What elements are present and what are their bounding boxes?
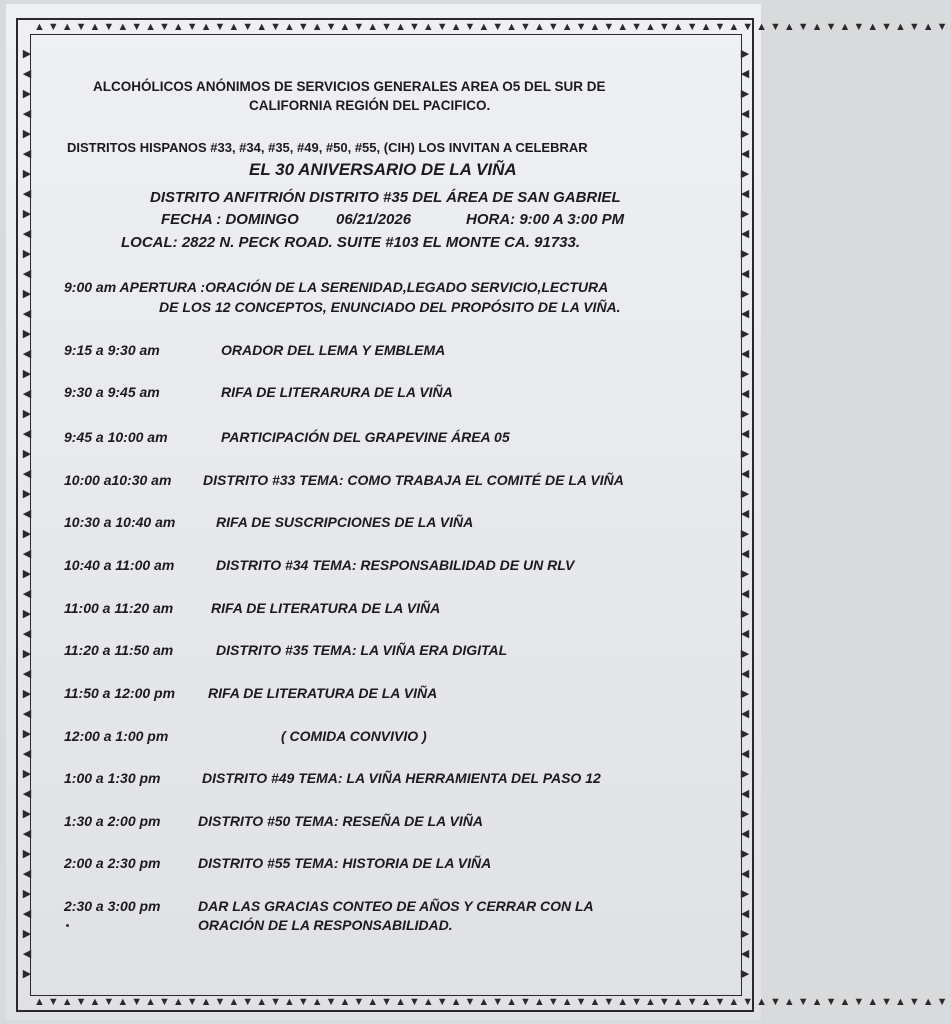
schedule-activity-continuation: ORACIÓN DE LA RESPONSABILIDAD. — [198, 917, 453, 933]
schedule-opening: 9:00 am APERTURA :ORACIÓN DE LA SERENIDAD,LEGADO SERVICIO,LECTURA — [64, 279, 609, 295]
header-invitation: DISTRITOS HISPANOS #33, #34, #35, #49, #50, #55, (CIH) LOS INVITAN A CELEBRAR — [67, 140, 588, 155]
schedule-activity: DAR LAS GRACIAS CONTEO DE AÑOS Y CERRAR CON LA — [198, 898, 594, 914]
stray-dot — [66, 924, 69, 927]
schedule-time: 11:50 a 12:00 pm — [64, 685, 176, 701]
schedule-time: 10:40 a 11:00 am — [64, 557, 175, 573]
schedule-time: 2:30 a 3:00 pm — [64, 898, 161, 914]
event-location: LOCAL: 2822 N. PECK ROAD. SUITE #103 EL MONTE CA. 91733. — [121, 234, 581, 251]
schedule-time: 12:00 a 1:00 pm — [64, 728, 169, 744]
header-line-2: CALIFORNIA REGIÓN DEL PACIFICO. — [249, 98, 491, 113]
triangle-border-right-icon: ▶ ◀ ▶ ◀ ▶ ◀ ▶ ◀ ▶ ◀ ▶ ◀ ▶ ◀ ▶ ◀ ▶ ◀ ▶ ◀ ▶ ◀ ▶ ◀ ▶ ◀ ▶ ◀ ▶ ◀ ▶ ◀ ▶ ◀ ▶ ◀ ▶ ◀ ▶ ◀ ▶ ◀ ▶ ◀ ▶ ◀ ▶ — [740, 48, 750, 980]
header-line-1: ALCOHÓLICOS ANÓNIMOS DE SERVICIOS GENERALES AREA O5 DEL SUR DE — [93, 79, 606, 94]
schedule-activity: ( COMIDA CONVIVIO ) — [281, 728, 427, 744]
schedule-time: 1:30 a 2:00 pm — [64, 813, 161, 829]
schedule-activity: DISTRITO #33 TEMA: COMO TRABAJA EL COMITÉ DE LA VIÑA — [203, 472, 624, 488]
schedule-activity: DISTRITO #34 TEMA: RESPONSABILIDAD DE UN RLV — [216, 557, 575, 573]
schedule-time: 9:15 a 9:30 am — [64, 342, 160, 358]
schedule-activity: RIFA DE SUSCRIPCIONES DE LA VIÑA — [216, 514, 474, 530]
schedule-activity: PARTICIPACIÓN DEL GRAPEVINE ÁREA 05 — [221, 429, 510, 445]
schedule-time: 9:45 a 10:00 am — [64, 429, 168, 445]
event-title: EL 30 ANIVERSARIO DE LA VIÑA — [249, 160, 517, 179]
event-date-label: FECHA : DOMINGO — [161, 211, 299, 228]
triangle-border-top-icon: ▲▼▲▼▲▼▲▼▲▼▲▼▲▼▲▼▲▼▲▼▲▼▲▼▲▼▲▼▲▼▲▼▲▼▲▼▲▼▲▼▲▼▲▼▲▼▲▼▲▼▲▼▲▼▲▼▲▼▲▼▲▼▲▼▲▼ — [34, 21, 951, 33]
schedule-time: 10:30 a 10:40 am — [64, 514, 176, 530]
schedule-opening-continuation: DE LOS 12 CONCEPTOS, ENUNCIADO DEL PROPÓSITO DE LA VIÑA. — [159, 299, 621, 315]
triangle-border-left-icon: ▶ ◀ ▶ ◀ ▶ ◀ ▶ ◀ ▶ ◀ ▶ ◀ ▶ ◀ ▶ ◀ ▶ ◀ ▶ ◀ ▶ ◀ ▶ ◀ ▶ ◀ ▶ ◀ ▶ ◀ ▶ ◀ ▶ ◀ ▶ ◀ ▶ ◀ ▶ ◀ ▶ ◀ ▶ ◀ ▶ ◀ ▶ — [22, 48, 32, 980]
schedule-time: 1:00 a 1:30 pm — [64, 770, 161, 786]
schedule-activity: ORADOR DEL LEMA Y EMBLEMA — [221, 342, 446, 358]
schedule-activity: DISTRITO #49 TEMA: LA VIÑA HERRAMIENTA DEL PASO 12 — [202, 770, 601, 786]
schedule-activity: RIFA DE LITERATURA DE LA VIÑA — [208, 685, 438, 701]
schedule-activity: RIFA DE LITERARURA DE LA VIÑA — [221, 384, 453, 400]
schedule-activity: DISTRITO #55 TEMA: HISTORIA DE LA VIÑA — [198, 855, 492, 871]
schedule-activity: RIFA DE LITERATURA DE LA VIÑA — [211, 600, 441, 616]
host-district: DISTRITO ANFITRIÓN DISTRITO #35 DEL ÁREA DE SAN GABRIEL — [150, 189, 621, 206]
schedule-time: 10:00 a10:30 am — [64, 472, 172, 488]
schedule-time: 11:00 a 11:20 am — [64, 600, 174, 616]
triangle-border-bottom-icon: ▲▼▲▼▲▼▲▼▲▼▲▼▲▼▲▼▲▼▲▼▲▼▲▼▲▼▲▼▲▼▲▼▲▼▲▼▲▼▲▼▲▼▲▼▲▼▲▼▲▼▲▼▲▼▲▼▲▼▲▼▲▼▲▼▲▼ — [34, 996, 951, 1008]
event-date-value: 06/21/2026 — [336, 211, 412, 228]
schedule-time: 2:00 a 2:30 pm — [64, 855, 161, 871]
schedule-activity: DISTRITO #50 TEMA: RESEÑA DE LA VIÑA — [198, 813, 483, 829]
schedule-time: 11:20 a 11:50 am — [64, 642, 174, 658]
event-hour: HORA: 9:00 A 3:00 PM — [466, 211, 625, 228]
schedule-time: 9:30 a 9:45 am — [64, 384, 160, 400]
flyer-sheet — [6, 4, 951, 1020]
schedule-activity: DISTRITO #35 TEMA: LA VIÑA ERA DIGITAL — [216, 642, 508, 658]
